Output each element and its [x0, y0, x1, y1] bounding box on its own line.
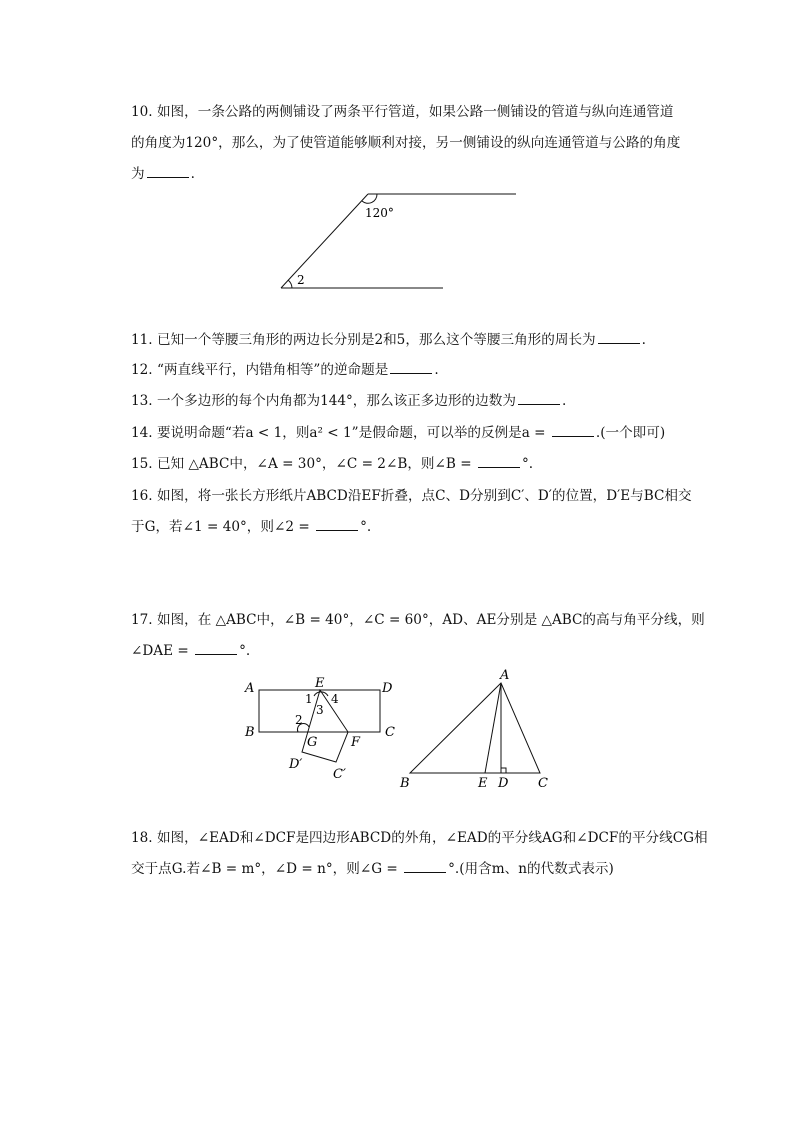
label-C-prime: C′: [333, 767, 346, 782]
q12-prefix: 12. “两直线平行，内错角相等”的逆命题是: [131, 362, 389, 378]
angle-number-4: 4: [331, 692, 339, 706]
q16-line2-prefix: 于G，若∠1 = 40°，则∠2 =: [131, 519, 315, 535]
label-C: C: [385, 725, 395, 740]
label-C: C: [538, 776, 548, 791]
q18-text-line1: 18. 如图，∠EAD和∠DCF是四边形ABCD的外角，∠EAD的平分线AG和∠DCF的平分线CG相: [131, 830, 708, 846]
q11-suffix: .: [641, 332, 646, 348]
q18-line2-suffix: °.(用含m、n的代数式表示): [448, 861, 614, 877]
label-F: F: [351, 735, 361, 750]
q18-answer-blank[interactable]: [404, 860, 446, 873]
q10-line3-prefix: 为: [131, 166, 145, 182]
q10-angle-2-label: 2: [297, 273, 305, 287]
q12-suffix: .: [434, 362, 439, 378]
label-B: B: [400, 776, 410, 791]
label-G: G: [307, 735, 318, 750]
q10-text-line2: 的角度为120°，那么，为了使管道能够顺利对接，另一侧铺设的纵向连通管道与公路的角度: [131, 135, 681, 151]
q17-line2-suffix: °.: [239, 643, 251, 659]
q10-line3-suffix: .: [190, 166, 195, 182]
q10-text-line1: 10. 如图，一条公路的两侧铺设了两条平行管道，如果公路一侧铺设的管道与纵向连通管道: [131, 104, 674, 120]
angle-number-1: 1: [305, 692, 313, 706]
q15-prefix: 15. 已知 △ABC中，∠A = 30°，∠C = 2∠B，则∠B =: [131, 456, 476, 472]
q15-suffix: °.: [521, 456, 534, 472]
q13-prefix: 13. 一个多边形的每个内角都为144°，那么该正多边形的边数为: [131, 393, 516, 409]
q10-angle-120-label: 120°: [365, 206, 394, 220]
angle-number-2: 2: [295, 713, 303, 727]
label-D-prime: D′: [289, 757, 303, 772]
q14-suffix: .(一个即可): [595, 425, 666, 441]
q13-suffix: .: [561, 393, 567, 409]
q18-text-line2: [131, 859, 614, 879]
q17-line2-prefix: ∠DAE =: [131, 643, 194, 659]
label-D: D: [498, 776, 509, 791]
q17-text-line1: 17. 如图，在 △ABC中，∠B = 40°，∠C = 60°，AD、AE分别是 △ABC的高与角平分线，则: [131, 612, 705, 628]
angle-number-3: 3: [316, 703, 324, 717]
label-D: D: [382, 681, 393, 696]
label-E: E: [315, 676, 325, 691]
label-A: A: [245, 681, 255, 696]
q18-line2-prefix: 交于点G.若∠B = m°，∠D = n°，则∠G =: [131, 861, 403, 877]
q11-prefix: 11. 已知一个等腰三角形的两边长分别是2和5，那么这个等腰三角形的周长为: [131, 332, 596, 348]
label-A: A: [500, 668, 510, 683]
label-B: B: [245, 725, 255, 740]
triangle-abc: [410, 683, 540, 773]
label-E: E: [478, 776, 488, 791]
right-angle-mark: [501, 768, 506, 773]
q16-text-line1: 16. 如图，将一张长方形纸片ABCD沿EF折叠，点C、D分别到C′、D′的位置，D′E与BC相交: [131, 488, 692, 504]
q14-prefix: 14. 要说明命题“若a < 1，则a² < 1”是假命题，可以举的反例是a =: [131, 425, 550, 441]
q16-line2-suffix: °.: [360, 519, 372, 535]
